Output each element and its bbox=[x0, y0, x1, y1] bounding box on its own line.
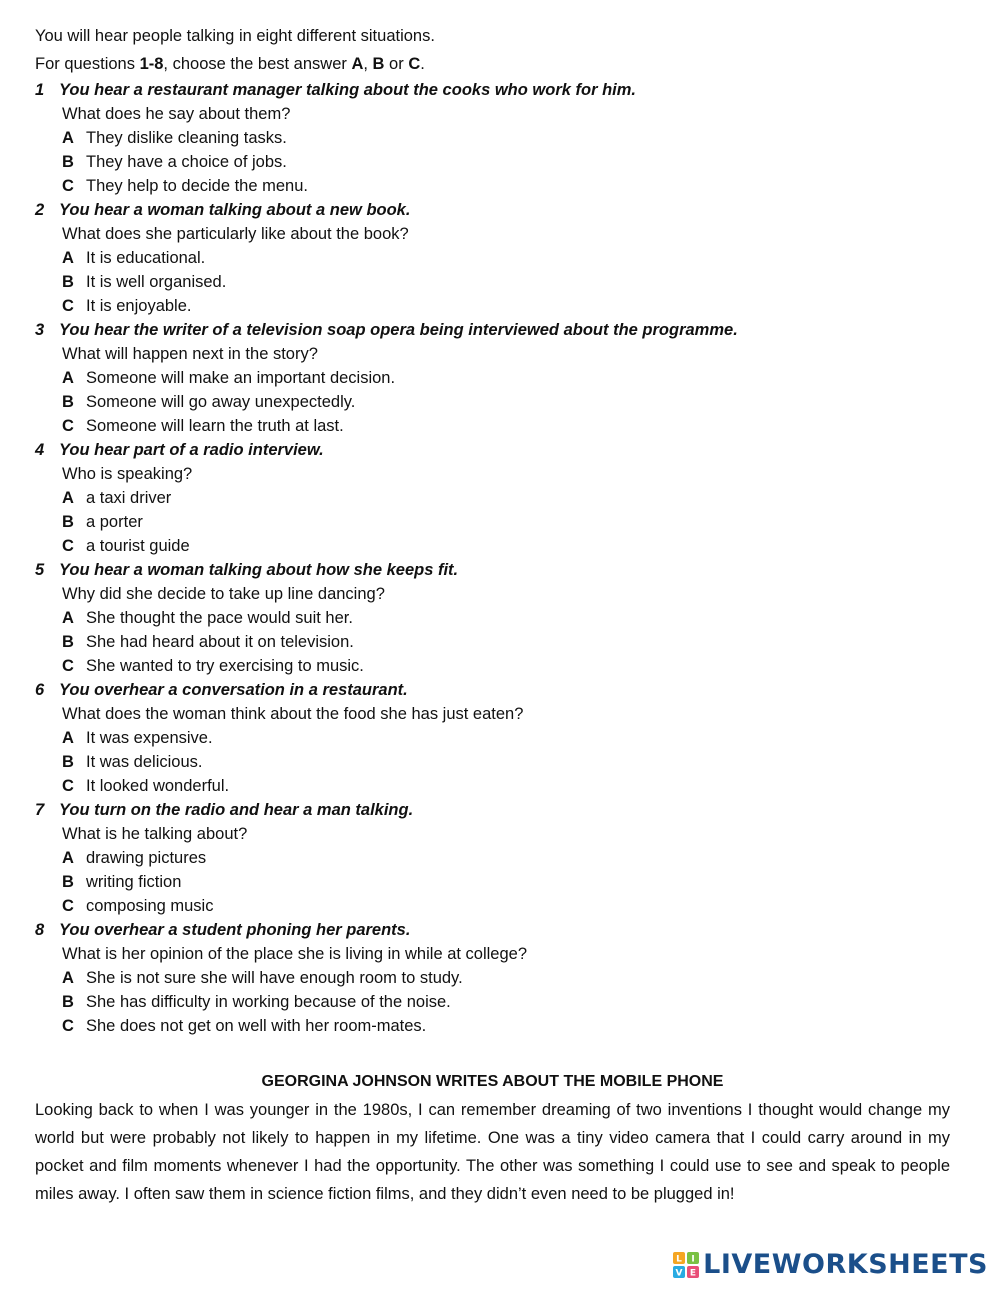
answer-option-letter: C bbox=[62, 537, 74, 555]
question-text: What does the woman think about the food she has just eaten? bbox=[62, 705, 524, 723]
answer-option-text: They dislike cleaning tasks. bbox=[86, 129, 287, 147]
answer-option[interactable] bbox=[35, 630, 950, 654]
intro-text: You will hear people talking in eight different situations. bbox=[35, 27, 435, 45]
answer-option-letter: C bbox=[62, 417, 74, 435]
answer-option[interactable] bbox=[35, 654, 950, 678]
question-number: 4 bbox=[35, 441, 45, 459]
logo-text: LIVEWORKSHEETS bbox=[703, 1249, 988, 1280]
answer-option-letter: B bbox=[62, 393, 74, 411]
intro-or: or bbox=[384, 55, 409, 73]
liveworksheets-logo-icon bbox=[673, 1252, 699, 1278]
answer-option-text: It is enjoyable. bbox=[86, 297, 192, 315]
answer-option-text: It is educational. bbox=[86, 249, 206, 267]
answer-option-text: She is not sure she will have enough room to study. bbox=[86, 969, 463, 987]
intro-prefix: For questions bbox=[35, 55, 140, 73]
answer-option-letter: B bbox=[62, 873, 74, 891]
intro-option-b: B bbox=[372, 55, 385, 73]
answer-option[interactable] bbox=[35, 390, 950, 414]
question-stem-text: You hear part of a radio interview. bbox=[59, 441, 324, 459]
answer-option[interactable] bbox=[35, 990, 950, 1014]
answer-option-letter: A bbox=[62, 129, 74, 147]
answer-option[interactable] bbox=[35, 726, 950, 750]
answer-option-letter: B bbox=[62, 753, 74, 771]
answer-option-text: Someone will learn the truth at last. bbox=[86, 417, 344, 435]
answer-option-letter: A bbox=[62, 489, 74, 507]
answer-option-text: a porter bbox=[86, 513, 143, 531]
answer-option-text: She has difficulty in working because of the noise. bbox=[86, 993, 451, 1011]
answer-option-letter: B bbox=[62, 513, 74, 531]
answer-option-letter: C bbox=[62, 897, 74, 915]
answer-option-text: It was delicious. bbox=[86, 753, 203, 771]
worksheet-page bbox=[35, 22, 950, 1208]
answer-option-letter: B bbox=[62, 153, 74, 171]
question-stem-text: You overhear a conversation in a restaurant. bbox=[59, 681, 408, 699]
question-stem bbox=[35, 78, 950, 102]
answer-option-text: They have a choice of jobs. bbox=[86, 153, 287, 171]
question-stem bbox=[35, 798, 950, 822]
logo-mark-letter: E bbox=[690, 1268, 697, 1278]
question-text: What is her opinion of the place she is living in while at college? bbox=[62, 945, 528, 963]
question-stem-text: You hear a restaurant manager talking about the cooks who work for him. bbox=[59, 81, 637, 99]
answer-option[interactable] bbox=[35, 510, 950, 534]
intro-line-2 bbox=[35, 50, 950, 78]
answer-option[interactable] bbox=[35, 966, 950, 990]
answer-option-letter: A bbox=[62, 369, 74, 387]
question-stem bbox=[35, 198, 950, 222]
question-text: Who is speaking? bbox=[62, 465, 193, 483]
intro-option-c: C bbox=[408, 55, 421, 73]
answer-option[interactable] bbox=[35, 174, 950, 198]
answer-option-letter: C bbox=[62, 1017, 74, 1035]
question-stem-text: You hear a woman talking about how she keeps fit. bbox=[59, 561, 459, 579]
question-number: 5 bbox=[35, 561, 45, 579]
answer-option[interactable] bbox=[35, 870, 950, 894]
answer-option-text: a taxi driver bbox=[86, 489, 172, 507]
answer-option-letter: B bbox=[62, 633, 74, 651]
answer-option-text: Someone will go away unexpectedly. bbox=[86, 393, 356, 411]
intro-option-a: A bbox=[351, 55, 364, 73]
answer-option[interactable] bbox=[35, 486, 950, 510]
answer-option-text: a tourist guide bbox=[86, 537, 190, 555]
logo-mark-letter: I bbox=[691, 1254, 695, 1264]
answer-option-letter: C bbox=[62, 177, 74, 195]
answer-option-text: Someone will make an important decision. bbox=[86, 369, 396, 387]
answer-option[interactable] bbox=[35, 150, 950, 174]
answer-option-letter: B bbox=[62, 993, 74, 1011]
question-stem bbox=[35, 918, 950, 942]
question-number: 3 bbox=[35, 321, 45, 339]
intro-end: . bbox=[420, 55, 425, 73]
answer-option[interactable] bbox=[35, 534, 950, 558]
answer-option[interactable] bbox=[35, 366, 950, 390]
answer-option-letter: C bbox=[62, 297, 74, 315]
answer-option[interactable] bbox=[35, 126, 950, 150]
question-number: 1 bbox=[35, 81, 45, 99]
answer-option[interactable] bbox=[35, 606, 950, 630]
answer-option-letter: A bbox=[62, 609, 74, 627]
question-list bbox=[35, 78, 950, 1038]
answer-option-text: It is well organised. bbox=[86, 273, 227, 291]
intro-sep: , bbox=[363, 55, 373, 73]
answer-option[interactable] bbox=[35, 750, 950, 774]
question-stem bbox=[35, 558, 950, 582]
answer-option-text: It looked wonderful. bbox=[86, 777, 230, 795]
answer-option-letter: A bbox=[62, 849, 74, 867]
logo-mark-letter: L bbox=[676, 1254, 683, 1264]
question-text: Why did she decide to take up line dancing? bbox=[62, 585, 385, 603]
answer-option-letter: A bbox=[62, 249, 74, 267]
logo-mark-letter: V bbox=[675, 1268, 683, 1278]
answer-option-text: They help to decide the menu. bbox=[86, 177, 308, 195]
question-number: 7 bbox=[35, 801, 45, 819]
answer-option-text: She had heard about it on television. bbox=[86, 633, 354, 651]
answer-option-text: It was expensive. bbox=[86, 729, 213, 747]
answer-option-letter: A bbox=[62, 729, 74, 747]
answer-option[interactable] bbox=[35, 894, 950, 918]
question-stem-text: You hear the writer of a television soap opera being interviewed about the programme. bbox=[59, 321, 738, 339]
question-number: 8 bbox=[35, 921, 45, 939]
answer-option[interactable] bbox=[35, 294, 950, 318]
answer-option-letter: C bbox=[62, 777, 74, 795]
question-text: What does he say about them? bbox=[62, 105, 291, 123]
answer-option-letter: A bbox=[62, 969, 74, 987]
answer-option-text: drawing pictures bbox=[86, 849, 207, 867]
answer-option-text: composing music bbox=[86, 897, 214, 915]
question-stem-text: You overhear a student phoning her parents. bbox=[59, 921, 411, 939]
question-text: What is he talking about? bbox=[62, 825, 248, 843]
answer-option-text: She wanted to try exercising to music. bbox=[86, 657, 364, 675]
answer-option[interactable] bbox=[35, 846, 950, 870]
question-number: 2 bbox=[35, 201, 45, 219]
answer-option-text: She does not get on well with her room-mates. bbox=[86, 1017, 427, 1035]
article-body: Looking back to when I was younger in the 1980s, I can remember dreaming of two inventions I thought would change my world but were probably not likely to happen in my lifetime. One was a tiny video camera that I could carry around in my pocket and film moments whenever I had the opportunity. The other was something I could use to see and speak to people miles away. I often saw them in science fiction films, and they didn’t even need to be plugged in! bbox=[35, 1101, 950, 1203]
answer-option[interactable] bbox=[35, 1014, 950, 1038]
question-stem-text: You hear a woman talking about a new book. bbox=[59, 201, 411, 219]
question-stem bbox=[35, 318, 950, 342]
answer-option[interactable] bbox=[35, 270, 950, 294]
intro-range: 1-8 bbox=[139, 55, 164, 73]
answer-option-text: She thought the pace would suit her. bbox=[86, 609, 353, 627]
question-stem bbox=[35, 678, 950, 702]
answer-option-letter: C bbox=[62, 657, 74, 675]
answer-option-letter: B bbox=[62, 273, 74, 291]
question-stem bbox=[35, 438, 950, 462]
intro-line-1 bbox=[35, 22, 950, 50]
answer-option-text: writing fiction bbox=[86, 873, 182, 891]
intro-mid: , choose the best answer bbox=[163, 55, 352, 73]
question-text: What does she particularly like about the book? bbox=[62, 225, 409, 243]
answer-option[interactable] bbox=[35, 246, 950, 270]
answer-option[interactable] bbox=[35, 774, 950, 798]
liveworksheets-logo[interactable] bbox=[673, 1249, 988, 1280]
question-stem-text: You turn on the radio and hear a man talking. bbox=[59, 801, 414, 819]
article-title: GEORGINA JOHNSON WRITES ABOUT THE MOBILE PHONE bbox=[261, 1073, 724, 1090]
question-text: What will happen next in the story? bbox=[62, 345, 318, 363]
question-number: 6 bbox=[35, 681, 45, 699]
answer-option[interactable] bbox=[35, 414, 950, 438]
